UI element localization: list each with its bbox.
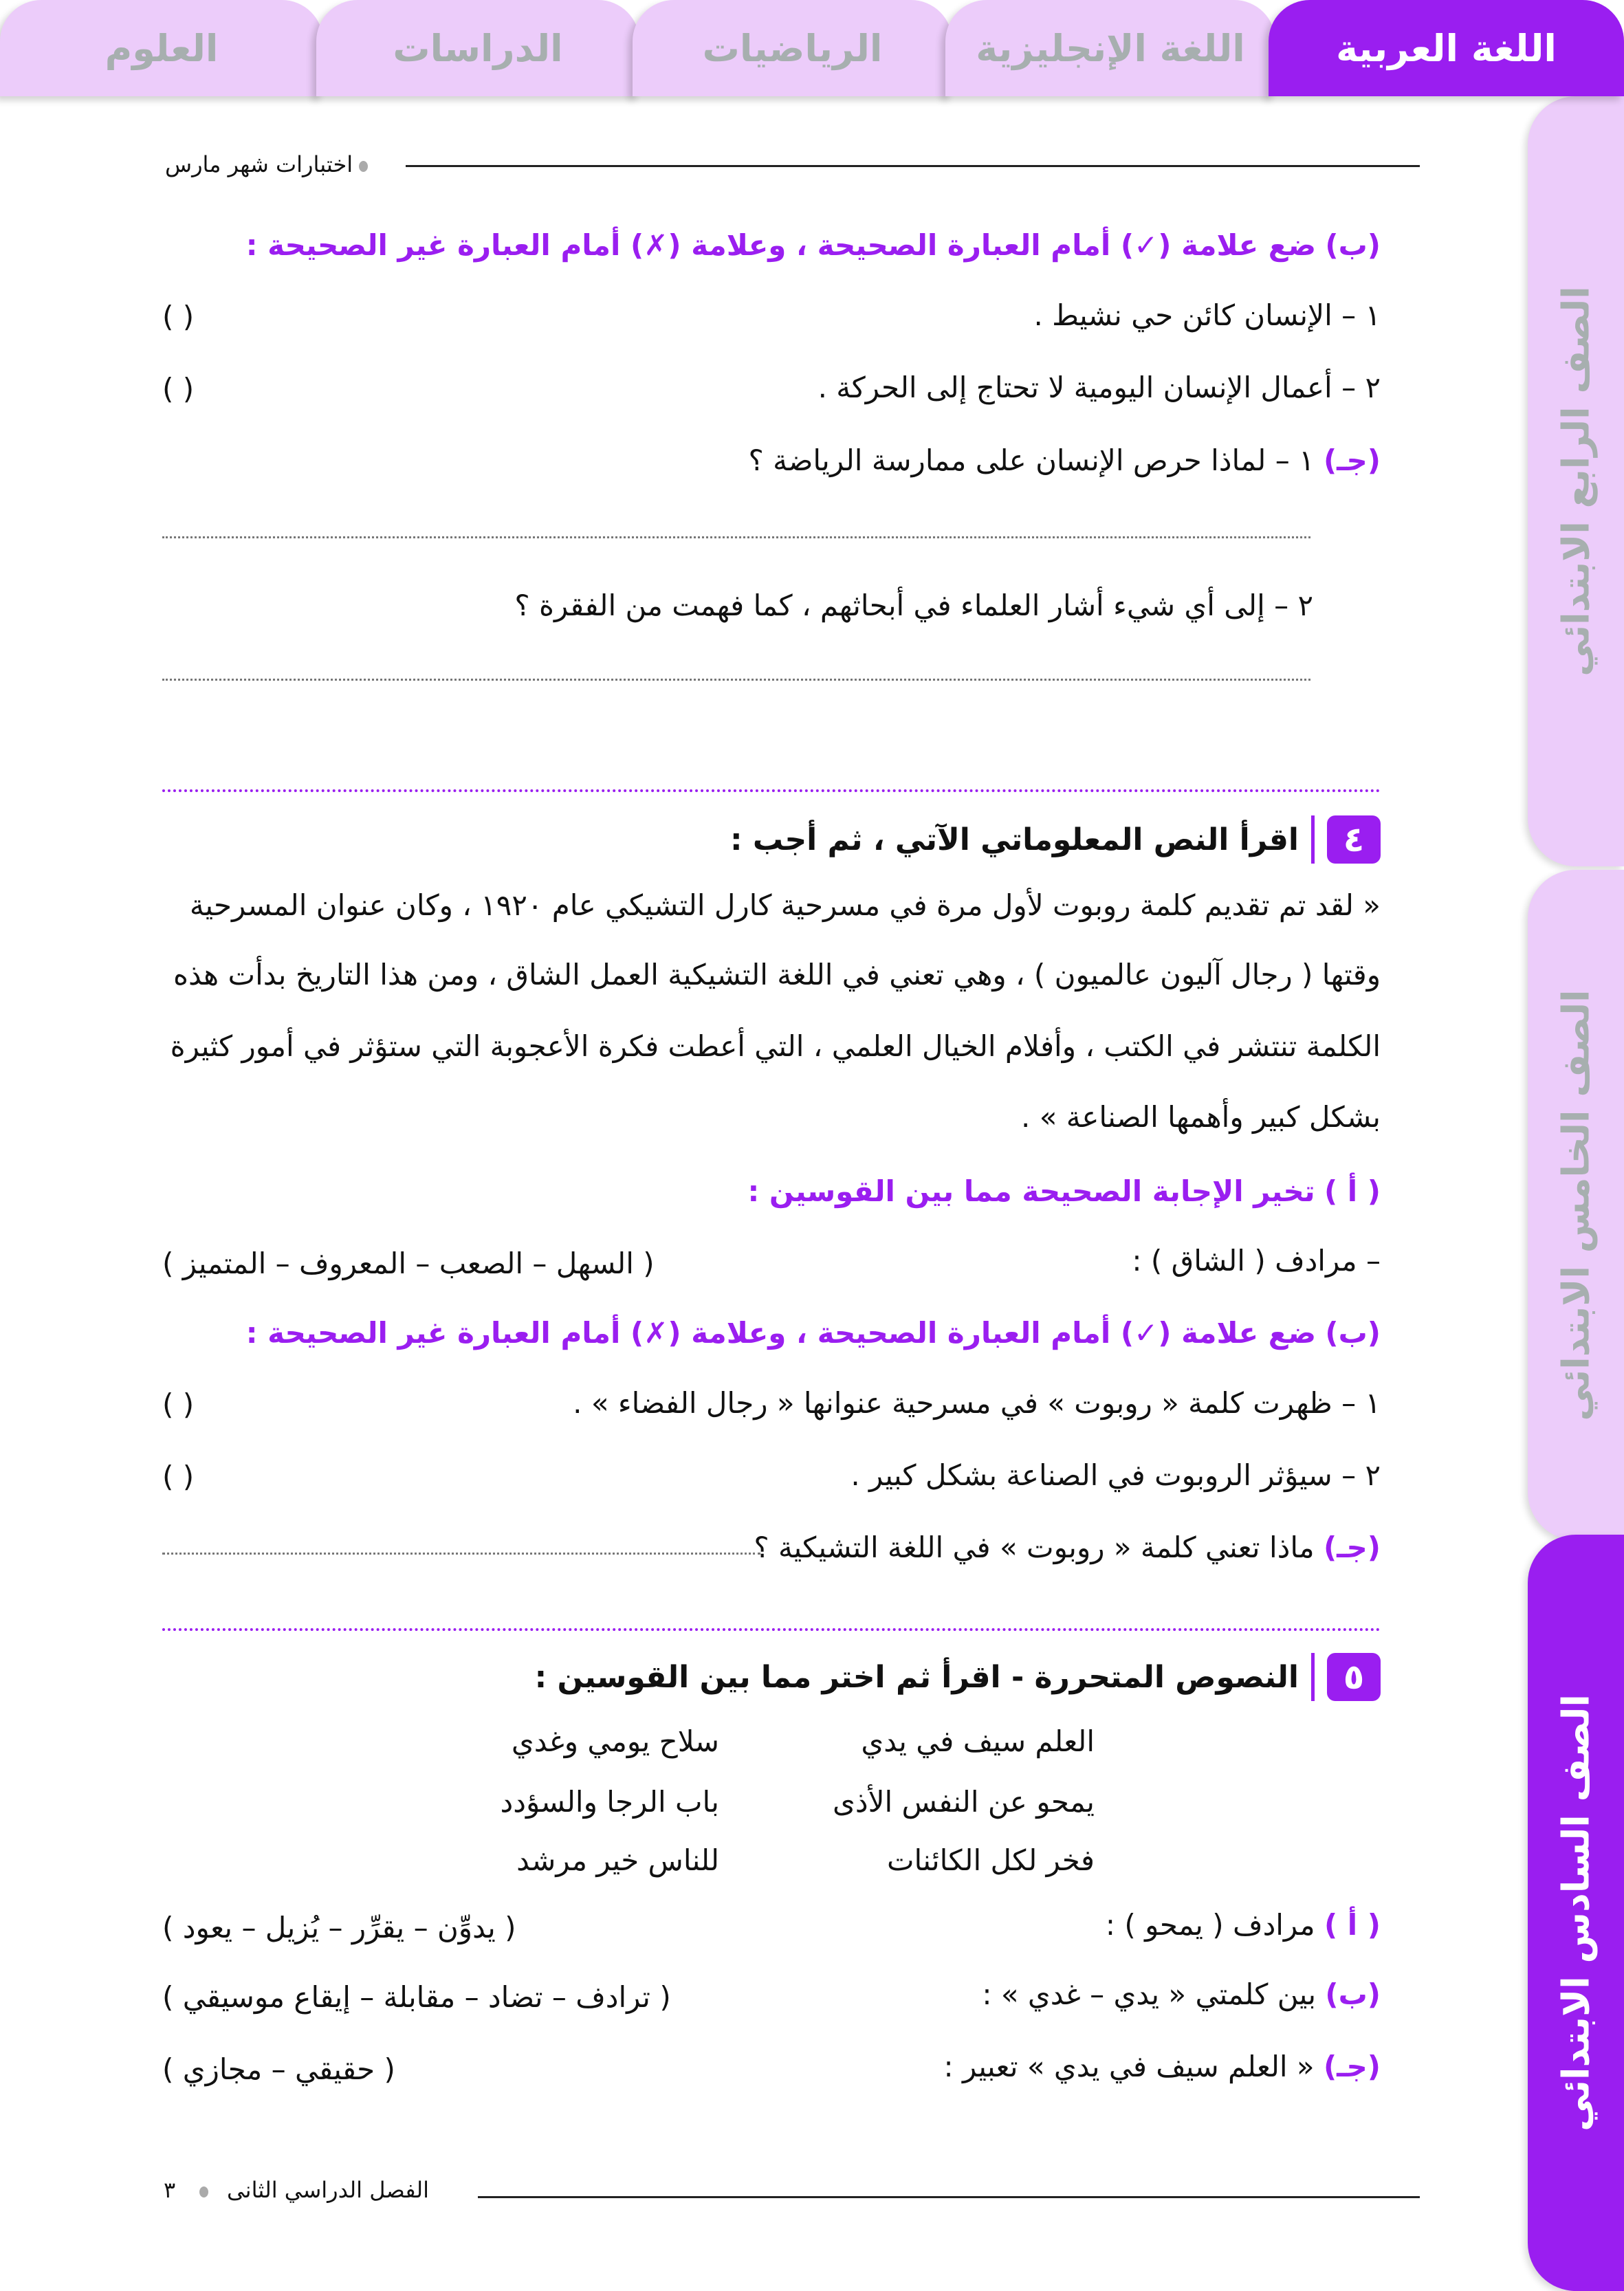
side-tab-label: الصف الخامس الابتدائي (1554, 989, 1598, 1421)
tab-social-studies[interactable]: الدراسات (316, 0, 639, 96)
page-number: ٣ (164, 2177, 176, 2203)
footer-bullet-icon (199, 2186, 208, 2197)
answer-options: ( يدوِّن – يقرِّر – يُزيل – يعود ) (162, 1911, 516, 1944)
section-number-badge: ٥ (1327, 1653, 1381, 1701)
section-divider (162, 789, 1381, 792)
answer-box[interactable]: ( ) (162, 1460, 195, 1493)
section-title: النصوص المتحررة - اقرأ ثم اختر مما بين القوسين : (534, 1659, 1299, 1695)
question-c: (جـ) « العلم سيف في يدي » تعبير : (943, 2050, 1381, 2083)
tab-science[interactable]: العلوم (0, 0, 323, 96)
paragraph-line: وقتها ( رجال آليون عالميون ) ، وهي تعني في اللغة التشيكية العمل الشاق ، ومن هذا التاريخ بدأت هذه (173, 958, 1381, 991)
question-b: (ب) بين كلمتي « يدي – غدي » : (982, 1977, 1381, 2011)
answer-box[interactable]: ( ) (162, 1388, 195, 1421)
question-a: – مرادف ( الشاق ) : (1132, 1244, 1381, 1278)
tab-math[interactable]: الرياضيات (633, 0, 952, 96)
side-tab-grade6[interactable] (1528, 1535, 1624, 2291)
divider-bar (1311, 815, 1315, 864)
section-number-badge: ٤ (1327, 815, 1381, 864)
question-c2: ٢ – إلى أي شيء أشار العلماء في أبحاثهم ، كما فهمت من الفقرة ؟ (514, 589, 1313, 622)
question-c1: (جـ) ١ – لماذا حرص الإنسان على ممارسة الرياضة ؟ (748, 443, 1381, 477)
section-divider (162, 1628, 1381, 1631)
header-bullet-icon (359, 161, 368, 172)
paragraph-line: « لقد تم تقديم كلمة روبوت لأول مرة في مسرحية كارل التشيكي عام ١٩٢٠ ، وكان عنوان المسرحية (189, 888, 1381, 922)
statement-2: ٢ – سيؤثر الروبوت في الصناعة بشكل كبير . (851, 1458, 1381, 1492)
question-b-heading: (ب) ضع علامة (✓) أمام العبارة الصحيحة ، وعلامة (✗) أمام العبارة غير الصحيحة : (245, 1316, 1381, 1350)
section-title: اقرأ النص المعلوماتي الآتي ، ثم أجب : (729, 822, 1299, 857)
poem-verse: العلم سيف في يدي (861, 1724, 1095, 1758)
section4-header (730, 815, 1381, 864)
footer-term: الفصل الدراسي الثانى (227, 2177, 430, 2203)
statement-1: ١ – ظهرت كلمة « روبوت » في مسرحية عنوانها « رجال الفضاء » . (573, 1386, 1381, 1420)
answer-options: ( حقيقي – مجازي ) (162, 2052, 395, 2086)
question-a-heading: ( أ ) تخير الإجابة الصحيحة مما بين القوسين : (747, 1174, 1381, 1208)
poem-verse: باب الرجا والسؤدد (500, 1785, 719, 1819)
footer-rule (478, 2196, 1420, 2198)
answer-options: ( ترادف – تضاد – مقابلة – إيقاع موسيقي ) (162, 1980, 671, 2014)
side-tab-grade4[interactable] (1528, 96, 1624, 866)
header-rule (406, 165, 1420, 167)
statement-1: ١ – الإنسان كائن حي نشيط . (1033, 298, 1381, 332)
side-tab-label: الصف السادس الابتدائي (1554, 1694, 1598, 2131)
divider-bar (1311, 1653, 1315, 1701)
poem-verse: فخر لكل الكائنات (886, 1843, 1095, 1877)
poem-verse: للناس خير مرشد (516, 1843, 719, 1877)
paragraph-line: بشكل كبير وأهمها الصناعة » . (1021, 1100, 1381, 1134)
paragraph-line: الكلمة تنتشر في الكتب ، وأفلام الخيال العلمي ، التي أعطت فكرة الأعجوبة التي ستؤثر في أمور كثيرة (170, 1029, 1381, 1063)
poem-verse: سلاح يومي وغدي (511, 1724, 719, 1758)
question-b-heading: (ب) ضع علامة (✓) أمام العبارة الصحيحة ، وعلامة (✗) أمام العبارة غير الصحيحة : (245, 228, 1381, 262)
side-tab-label: الصف الرابع الابتدائي (1554, 286, 1598, 677)
answer-box[interactable]: ( ) (162, 300, 195, 333)
header-title: اختبارات شهر مارس (165, 151, 353, 177)
answer-line[interactable] (162, 536, 1310, 538)
question-a: ( أ ) مرادف ( يمحو ) : (1105, 1908, 1381, 1942)
answer-line[interactable] (162, 679, 1310, 681)
section5-header (535, 1653, 1381, 1701)
tab-arabic[interactable]: اللغة العربية (1269, 0, 1624, 96)
side-tab-grade5[interactable] (1528, 870, 1624, 1540)
tab-english[interactable]: اللغة الإنجليزية (945, 0, 1275, 96)
statement-2: ٢ – أعمال الإنسان اليومية لا تحتاج إلى الحركة . (818, 371, 1381, 404)
poem-verse: يمحو عن النفس الأذى (833, 1785, 1095, 1819)
answer-line[interactable] (162, 1553, 760, 1555)
answer-options: ( السهل – الصعب – المعروف – المتميز ) (162, 1247, 655, 1280)
answer-box[interactable]: ( ) (162, 372, 195, 406)
question-c: (جـ) ماذا تعني كلمة « روبوت » في اللغة التشيكية ؟ (754, 1531, 1381, 1564)
